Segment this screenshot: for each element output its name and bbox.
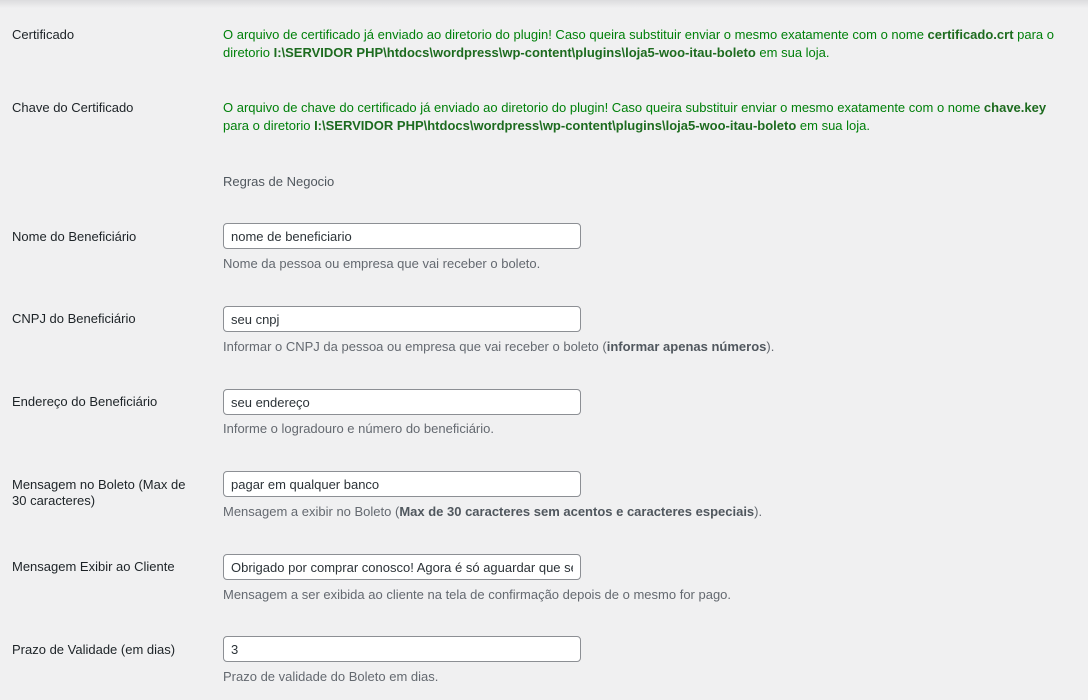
description-text: ). [754, 504, 763, 519]
mensagem-boleto-input[interactable] [223, 471, 581, 497]
description-text: Informar o CNPJ da pessoa ou empresa que vai receber o boleto ( [223, 339, 607, 354]
cnpj-beneficiario-input[interactable] [223, 306, 581, 332]
chave-label: Chave do Certificado [12, 100, 134, 115]
cnpj-beneficiario-description [223, 339, 1073, 355]
description-text: ). [766, 339, 775, 354]
description-emphasis: Max de 30 caracteres sem acentos e caracteres especiais [399, 504, 755, 519]
prazo-validade-description: Prazo de validade do Boleto em dias. [223, 669, 439, 684]
nome-beneficiario-input[interactable] [223, 223, 581, 249]
mensagem-cliente-label: Mensagem Exibir ao Cliente [12, 559, 175, 574]
cnpj-beneficiario-label: CNPJ do Beneficiário [12, 311, 136, 326]
endereco-beneficiario-description: Informe o logradouro e número do beneficiário. [223, 421, 494, 436]
certificado-notice [223, 26, 1073, 62]
mensagem-boleto-description [223, 504, 1073, 520]
prazo-validade-label: Prazo de Validade (em dias) [12, 642, 176, 657]
certificado-label: Certificado [12, 27, 75, 42]
notice-filename: chave.key [983, 100, 1047, 115]
description-text: Mensagem a exibir no Boleto ( [223, 504, 400, 519]
notice-text: em sua loja. [796, 118, 870, 133]
notice-filename: certificado.crt [927, 27, 1014, 42]
description-emphasis: informar apenas números [606, 339, 767, 354]
nome-beneficiario-label: Nome do Beneficiário [12, 229, 137, 244]
notice-text: para o diretorio [223, 118, 315, 133]
top-shadow [0, 0, 1088, 8]
mensagem-cliente-description: Mensagem a ser exibida ao cliente na tela de confirmação depois de o mesmo for pago. [223, 587, 732, 602]
endereco-beneficiario-label: Endereço do Beneficiário [12, 394, 158, 409]
chave-notice [223, 99, 1073, 135]
notice-text: para o diretorio [223, 27, 1055, 60]
notice-text: O arquivo de chave do certificado já enviado ao diretorio do plugin! Caso queira substituir enviar o mesmo exatamente com o nome [223, 100, 984, 115]
endereco-beneficiario-input[interactable] [223, 389, 581, 415]
prazo-validade-input[interactable] [223, 636, 581, 662]
notice-path: I:\SERVIDOR PHP\htdocs\wordpress\wp-content\plugins\loja5-woo-itau-boleto [314, 118, 797, 133]
notice-text: O arquivo de certificado já enviado ao diretorio do plugin! Caso queira substituir enviar o mesmo exatamente com o nome [223, 27, 928, 42]
mensagem-cliente-input[interactable] [223, 554, 581, 580]
notice-text: em sua loja. [755, 45, 830, 60]
nome-beneficiario-description: Nome da pessoa ou empresa que vai receber o boleto. [223, 256, 541, 271]
section-heading: Regras de Negocio [223, 174, 335, 189]
mensagem-boleto-label: Mensagem no Boleto (Max de 30 caracteres) [12, 477, 186, 508]
notice-path: I:\SERVIDOR PHP\htdocs\wordpress\wp-content\plugins\loja5-woo-itau-boleto [273, 45, 756, 60]
